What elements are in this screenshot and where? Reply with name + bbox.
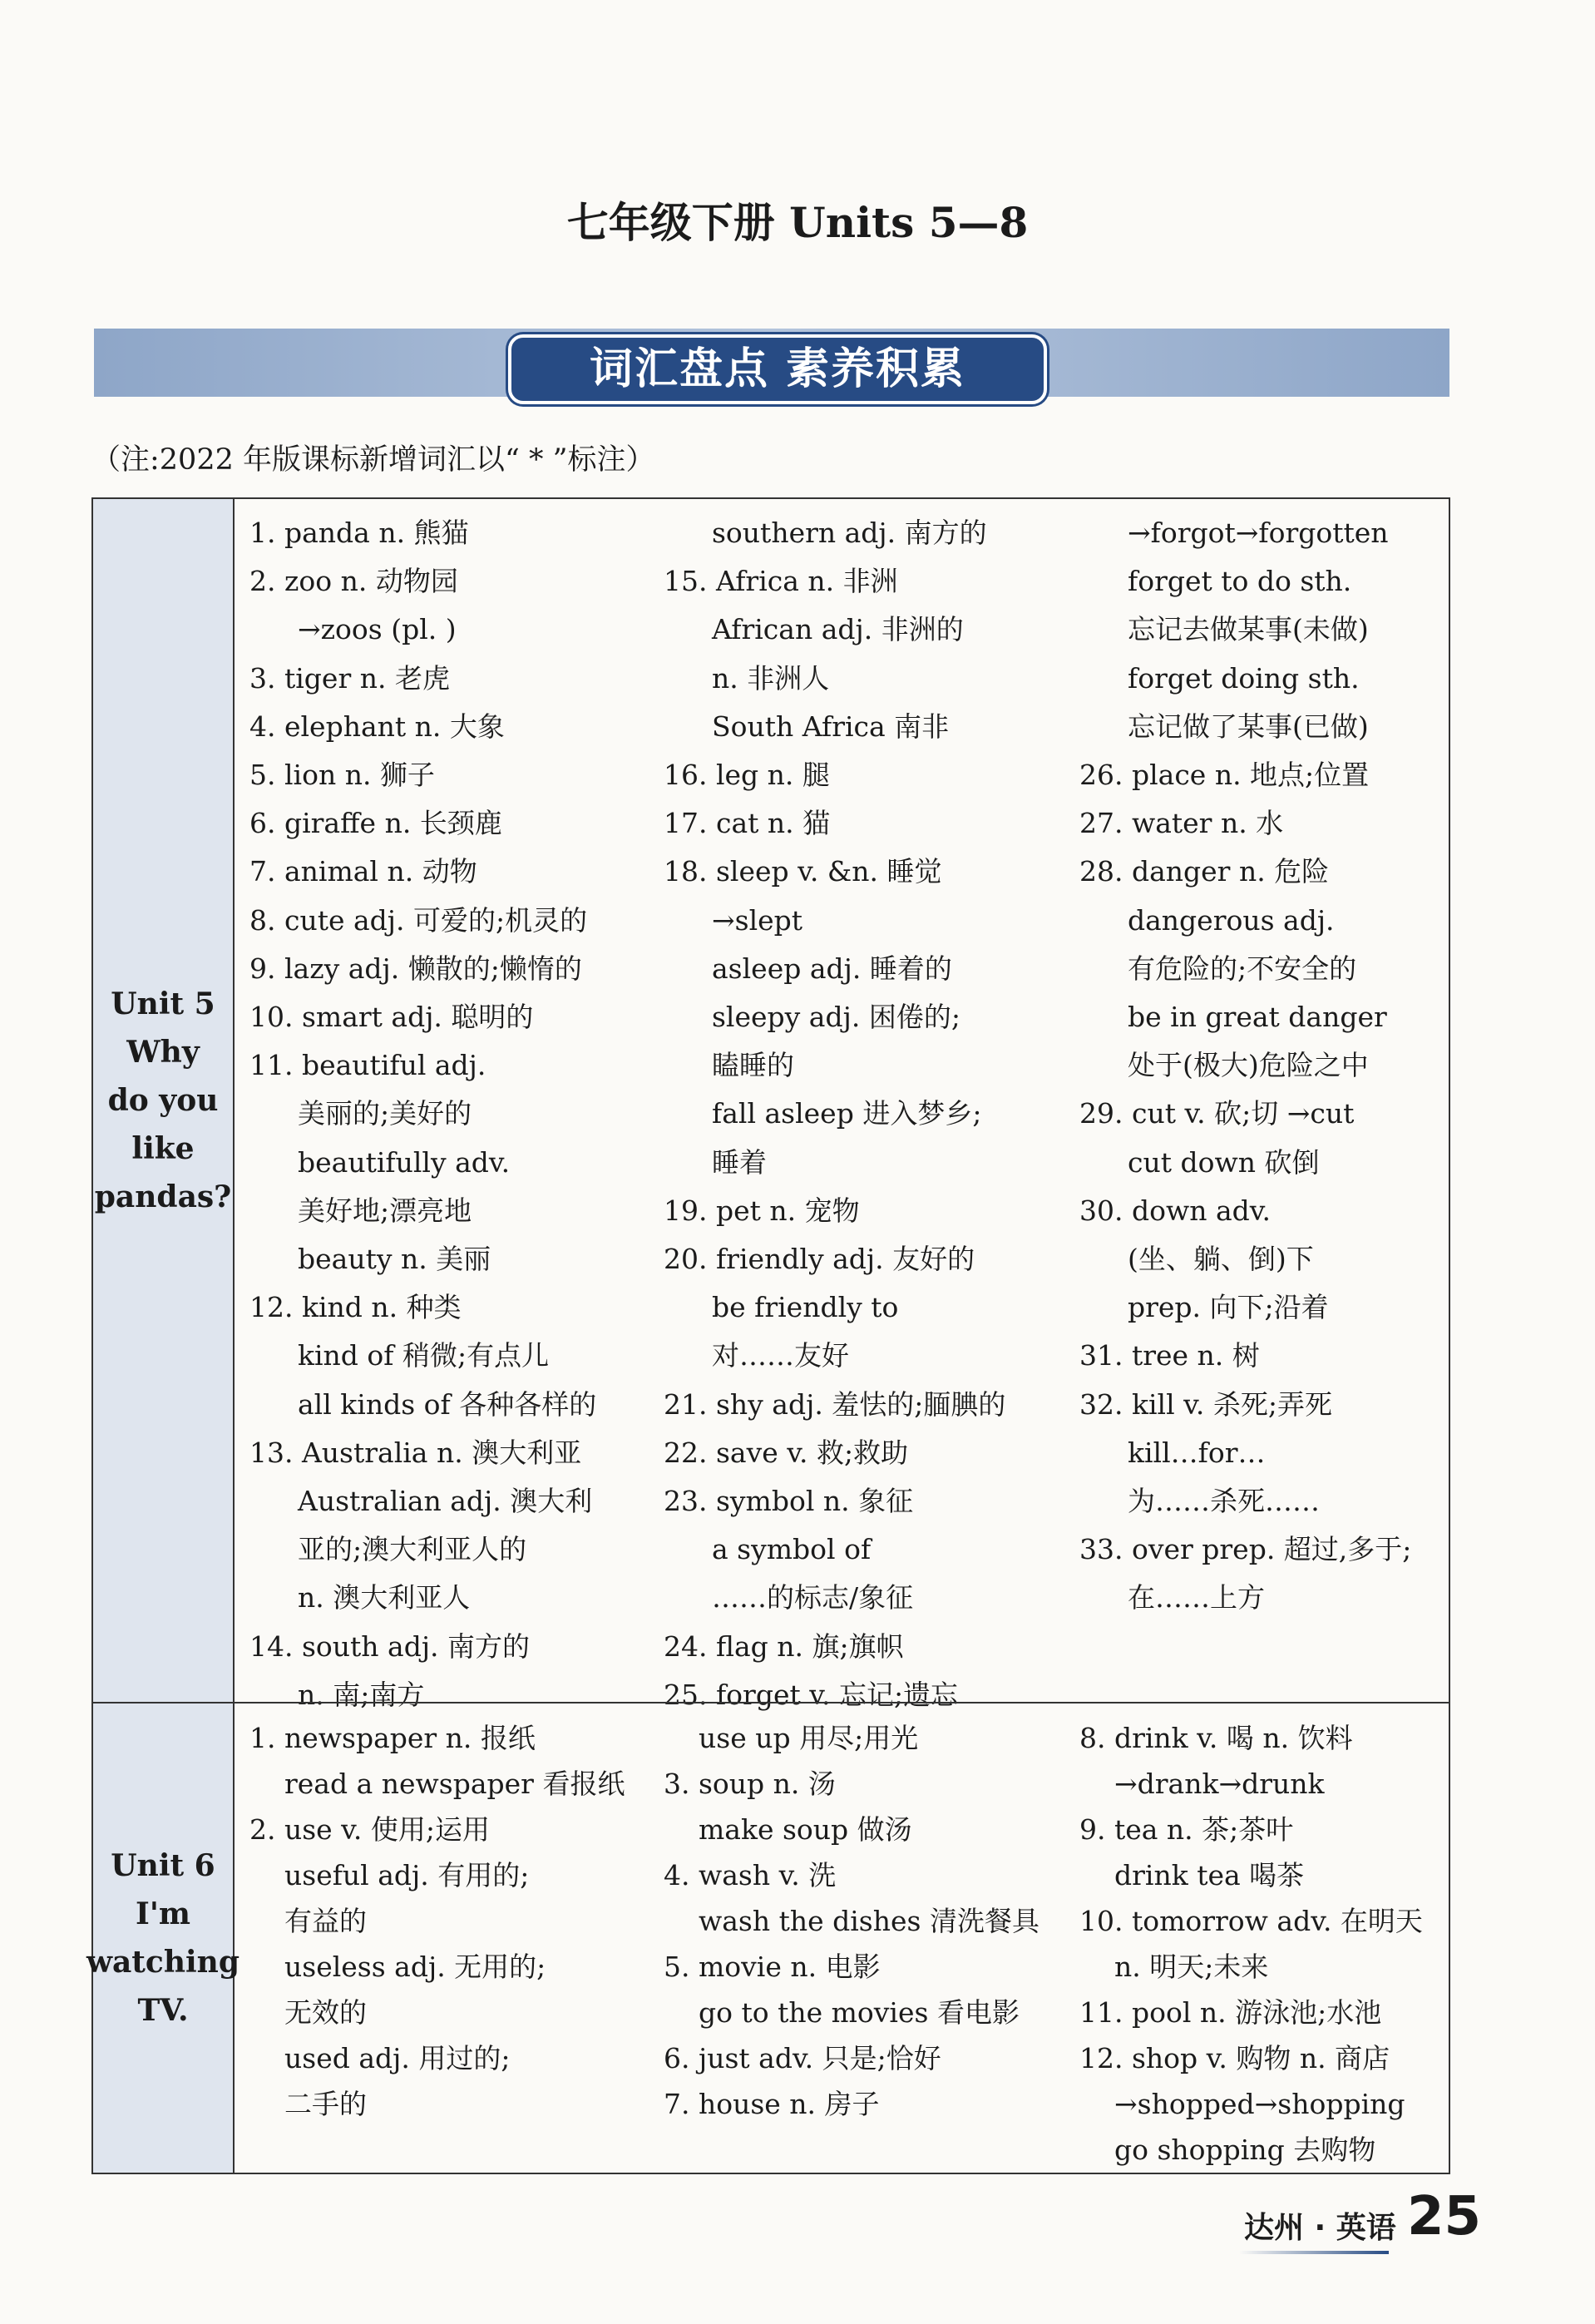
vocab-subline: wash the dishes 清洗餐具 bbox=[699, 1905, 1039, 1937]
vocab-entry: 7. animal n. 动物 bbox=[249, 855, 477, 888]
vocab-entry: 4. wash v. 洗 bbox=[664, 1859, 837, 1891]
vocab-entry: 10. smart adj. 聪明的 bbox=[249, 1001, 534, 1034]
vocab-subline: kind of 稍微;有点儿 bbox=[298, 1339, 550, 1372]
vocab-subline: (坐、躺、倒)下 bbox=[1128, 1243, 1314, 1276]
vocab-entry: 9. lazy adj. 懒散的;懒惰的 bbox=[249, 952, 582, 985]
vocab-subline: n. 南;南方 bbox=[298, 1678, 425, 1711]
vocab-subline: a symbol of bbox=[712, 1533, 872, 1566]
unit-label-line: Unit 5 bbox=[111, 986, 215, 1021]
vocab-entry: 15. Africa n. 非洲 bbox=[664, 565, 898, 598]
vocab-subline: kill…for… bbox=[1128, 1436, 1266, 1469]
vocab-entry: 31. tree n. 树 bbox=[1079, 1339, 1260, 1372]
vocab-subline: n. 明天;未来 bbox=[1114, 1951, 1269, 1983]
vocab-subline: 为……杀死…… bbox=[1128, 1485, 1320, 1518]
vocab-entry: 25. forget v. 忘记;遗忘 bbox=[664, 1678, 959, 1711]
vocab-entry: 2. use v. 使用;运用 bbox=[249, 1813, 491, 1846]
unit5-vocabulary-table bbox=[91, 497, 1450, 1711]
vocab-entry: 26. place n. 地点;位置 bbox=[1079, 759, 1370, 792]
vocab-entry: 5. movie n. 电影 bbox=[664, 1951, 881, 1983]
unit6-column-1 bbox=[249, 1715, 640, 2127]
vocab-entry: 21. shy adj. 羞怯的;腼腆的 bbox=[664, 1387, 1006, 1421]
section-banner-title: 词汇盘点 素养积累 bbox=[508, 334, 1047, 404]
vocab-subline: 处于(极大)危险之中 bbox=[1128, 1049, 1369, 1082]
vocab-subline: fall asleep 进入梦乡; bbox=[712, 1097, 982, 1130]
vocab-entry: 29. cut v. 砍;切 →cut bbox=[1079, 1097, 1355, 1130]
vocab-entry: 5. lion n. 狮子 bbox=[249, 759, 435, 792]
vocab-subline: asleep adj. 睡着的 bbox=[712, 952, 952, 985]
vocab-subline: cut down 砍倒 bbox=[1128, 1145, 1320, 1179]
vocab-entry: 12. shop v. 购物 n. 商店 bbox=[1079, 2042, 1390, 2074]
vocab-subline: →shopped→shopping bbox=[1114, 2088, 1405, 2120]
unit5-column-2 bbox=[664, 509, 1054, 1719]
vocab-subline: useful adj. 有用的; bbox=[284, 1859, 530, 1891]
vocab-subline: dangerous adj. bbox=[1128, 903, 1335, 937]
vocab-subline: 美丽的;美好的 bbox=[298, 1097, 472, 1130]
vocab-subline: drink tea 喝茶 bbox=[1114, 1859, 1305, 1891]
vocab-subline: 有危险的;不安全的 bbox=[1128, 952, 1357, 985]
vocab-entry: 4. elephant n. 大象 bbox=[249, 710, 505, 743]
unit5-column-1 bbox=[249, 509, 640, 1719]
vocab-subline: forget doing sth. bbox=[1128, 661, 1360, 695]
vocab-subline: go shopping 去购物 bbox=[1114, 2134, 1376, 2166]
page-title: 七年级下册 Units 5—8 bbox=[566, 198, 1029, 247]
vocab-entry: 6. just adv. 只是;恰好 bbox=[664, 2042, 941, 2074]
unit-label-line: TV. bbox=[137, 1993, 189, 2028]
vocab-entry: 1. panda n. 熊猫 bbox=[249, 517, 469, 549]
vocab-entry: 8. cute adj. 可爱的;机灵的 bbox=[249, 903, 588, 937]
vocab-entry: 33. over prep. 超过,多于; bbox=[1079, 1533, 1412, 1566]
vocab-subline: 瞌睡的 bbox=[712, 1049, 794, 1082]
vocab-entry: 3. tiger n. 老虎 bbox=[249, 661, 450, 695]
vocab-entry: 11. pool n. 游泳池;水池 bbox=[1079, 1996, 1382, 2029]
vocab-entry: 16. leg n. 腿 bbox=[664, 759, 830, 792]
vocab-entry: 10. tomorrow adv. 在明天 bbox=[1079, 1905, 1423, 1937]
vocab-entry: 32. kill v. 杀死;弄死 bbox=[1079, 1387, 1332, 1421]
unit6-column-3 bbox=[1079, 1715, 1445, 2173]
vocab-subline: sleepy adj. 困倦的; bbox=[712, 1001, 960, 1034]
vocab-subline: 睡着 bbox=[712, 1145, 767, 1179]
vocab-subline: 美好地;漂亮地 bbox=[298, 1194, 472, 1227]
vocab-entry: 8. drink v. 喝 n. 饮料 bbox=[1079, 1722, 1353, 1754]
vocab-entry: 24. flag n. 旗;旗帜 bbox=[664, 1629, 904, 1663]
vocab-entry: 18. sleep v. &n. 睡觉 bbox=[664, 855, 942, 888]
vocab-subline: used adj. 用过的; bbox=[284, 2042, 511, 2074]
vocab-subline: n. 非洲人 bbox=[712, 661, 830, 695]
vocab-subline: 有益的 bbox=[284, 1905, 367, 1937]
vocab-subline: all kinds of 各种各样的 bbox=[298, 1387, 597, 1421]
vocab-subline: beauty n. 美丽 bbox=[298, 1243, 491, 1276]
vocab-subline: Australian adj. 澳大利 bbox=[298, 1485, 593, 1518]
vocab-subline: n. 澳大利亚人 bbox=[298, 1581, 471, 1614]
unit6-column-2 bbox=[664, 1715, 1054, 2127]
vocab-subline: go to the movies 看电影 bbox=[699, 1996, 1020, 2029]
vocab-entry: 9. tea n. 茶;茶叶 bbox=[1079, 1813, 1294, 1846]
vocab-entry: 6. giraffe n. 长颈鹿 bbox=[249, 807, 502, 840]
vocab-subline: African adj. 非洲的 bbox=[712, 613, 964, 646]
vocab-entry: 7. house n. 房子 bbox=[664, 2088, 880, 2120]
vocab-subline: useless adj. 无用的; bbox=[284, 1951, 546, 1983]
vocab-subline: →forgot→forgotten bbox=[1128, 517, 1389, 549]
vocab-subline: ……的标志/象征 bbox=[712, 1581, 914, 1614]
vocab-subline: 忘记去做某事(未做) bbox=[1128, 613, 1369, 646]
vocab-subline: 无效的 bbox=[284, 1996, 367, 2029]
vocab-subline: southern adj. 南方的 bbox=[712, 517, 987, 549]
vocab-subline: South Africa 南非 bbox=[712, 710, 950, 743]
vocab-subline: make soup 做汤 bbox=[699, 1813, 912, 1846]
vocab-subline: →slept bbox=[712, 903, 803, 937]
vocab-subline: 亚的;澳大利亚人的 bbox=[298, 1533, 527, 1566]
vocab-entry: 14. south adj. 南方的 bbox=[249, 1629, 531, 1663]
vocab-entry: 1. newspaper n. 报纸 bbox=[249, 1722, 536, 1754]
vocab-entry: 11. beautiful adj. bbox=[249, 1049, 486, 1082]
vocab-entry: 13. Australia n. 澳大利亚 bbox=[249, 1436, 582, 1469]
note-text: （注:2022 年版课标新增词汇以“ * ”标注） bbox=[91, 443, 655, 477]
unit-label-line: Unit 6 bbox=[111, 1848, 215, 1883]
vocab-entry: 27. water n. 水 bbox=[1079, 807, 1284, 840]
unit5-column-3 bbox=[1079, 509, 1445, 1623]
vocab-entry: 23. symbol n. 象征 bbox=[664, 1485, 914, 1518]
footer-label: 达州 · 英语 bbox=[1244, 2211, 1396, 2245]
unit-label-line: Why bbox=[126, 1035, 200, 1070]
vocab-entry: 3. soup n. 汤 bbox=[664, 1768, 836, 1800]
vocab-subline: →drank→drunk bbox=[1114, 1768, 1325, 1800]
vocab-subline: →zoos (pl. ) bbox=[298, 613, 457, 646]
footer-underline bbox=[1239, 2251, 1389, 2254]
vocab-subline: be in great danger bbox=[1128, 1001, 1387, 1034]
vocab-entry: 17. cat n. 猫 bbox=[664, 807, 831, 840]
vocab-subline: 对……友好 bbox=[712, 1339, 849, 1372]
unit-label-line: I'm bbox=[136, 1896, 190, 1931]
vocab-entry: 2. zoo n. 动物园 bbox=[249, 565, 458, 598]
unit-label-line: like bbox=[131, 1131, 195, 1166]
page-number: 25 bbox=[1407, 2186, 1482, 2247]
vocab-entry: 28. danger n. 危险 bbox=[1079, 855, 1330, 888]
unit5-label bbox=[93, 499, 235, 1702]
vocab-subline: 忘记做了某事(已做) bbox=[1128, 710, 1369, 743]
vocab-subline: read a newspaper 看报纸 bbox=[284, 1768, 625, 1800]
unit6-vocabulary-table bbox=[86, 1702, 1450, 2174]
vocab-subline: 二手的 bbox=[284, 2088, 367, 2120]
unit-label-line: pandas? bbox=[94, 1179, 232, 1214]
vocab-subline: 在……上方 bbox=[1128, 1581, 1265, 1614]
vocab-subline: be friendly to bbox=[712, 1291, 899, 1324]
vocab-entry: 12. kind n. 种类 bbox=[249, 1291, 462, 1324]
unit6-label bbox=[86, 1703, 240, 2173]
unit-label-line: watching bbox=[86, 1945, 240, 1980]
unit-label-line: do you bbox=[107, 1083, 219, 1118]
vocab-subline: prep. 向下;沿着 bbox=[1128, 1291, 1329, 1324]
vocab-entry: 22. save v. 救;救助 bbox=[664, 1436, 909, 1469]
vocab-entry: 20. friendly adj. 友好的 bbox=[664, 1243, 975, 1276]
vocab-entry: 30. down adv. bbox=[1079, 1194, 1271, 1227]
vocab-subline: forget to do sth. bbox=[1128, 565, 1352, 598]
vocab-subline: beautifully adv. bbox=[298, 1145, 511, 1179]
vocab-subline: use up 用尽;用光 bbox=[699, 1722, 919, 1754]
vocab-entry: 19. pet n. 宠物 bbox=[664, 1194, 860, 1227]
